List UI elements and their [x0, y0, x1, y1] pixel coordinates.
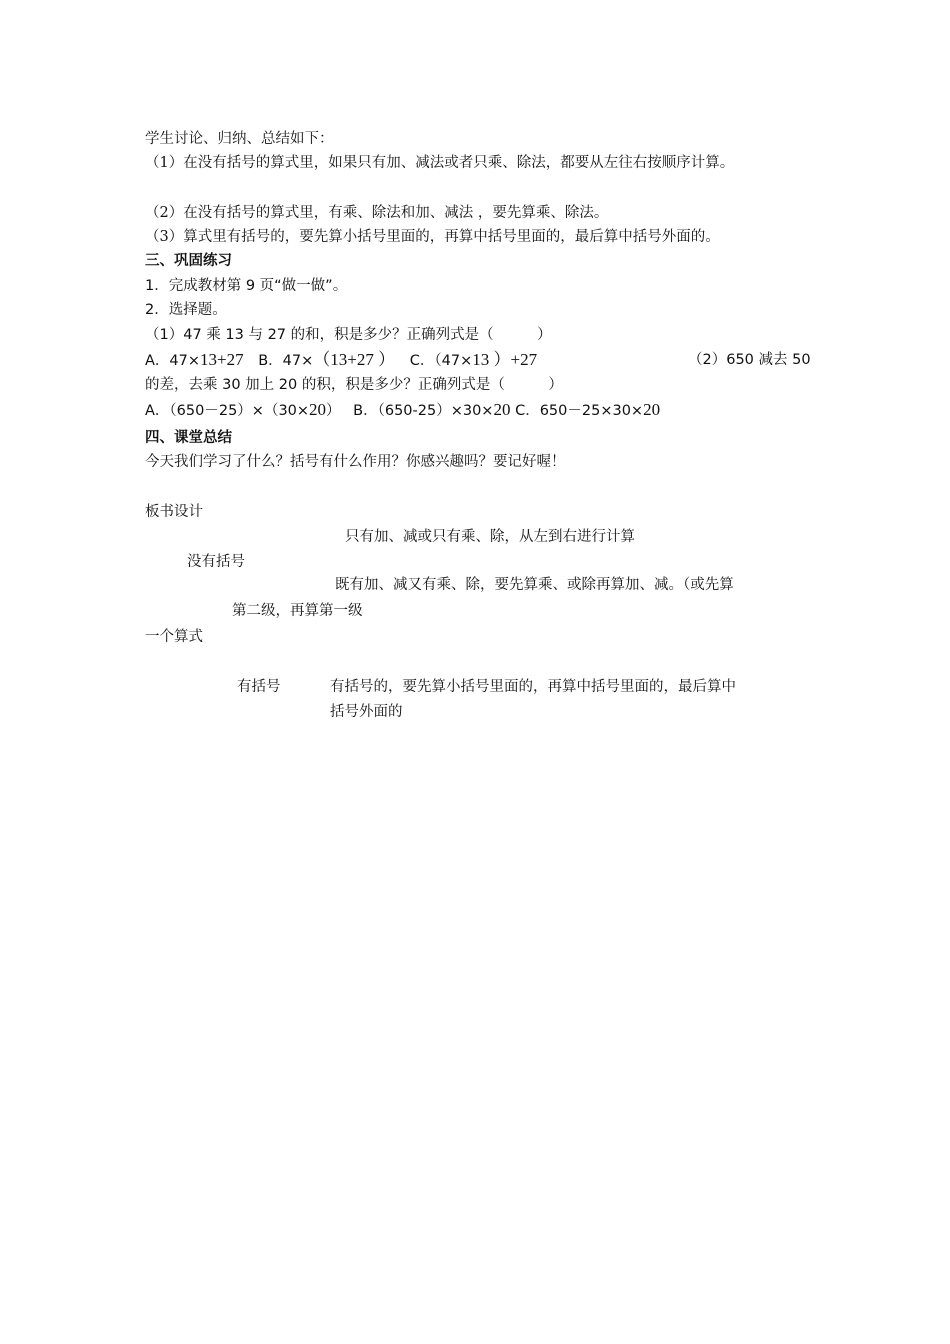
q1-option-b-prefix: B．47× [258, 353, 314, 369]
board-title: 板书设计 [145, 504, 203, 520]
q1-option-a-math: 13+27 [200, 350, 244, 369]
summary-text: 今天我们学习了什么？括号有什么作用？你感兴趣吗？要记好喔！ [145, 454, 566, 470]
question-2-rest: 的差，去乘 30 加上 20 的积，积是多少？正确列式是（ ） [145, 377, 563, 393]
section4-heading: 四、课堂总结 [145, 430, 232, 446]
q1-option-a-prefix: A．47× [145, 353, 201, 369]
q1-option-c-math: 13 ）+27 [472, 350, 538, 369]
rule-1: （1）在没有括号的算式里，如果只有加、减法或者只乘、除法，都要从左往右按顺序计算。 [145, 155, 735, 171]
question-1: （1）47 乘 13 与 27 的和，积是多少？正确列式是（ ） [145, 327, 552, 343]
board-brackets-rule-line-1: 有括号的，要先算小括号里面的，再算中括号里面的，最后算中 [330, 679, 736, 695]
question-1-options [145, 350, 537, 371]
intro-text: 学生讨论、归纳、总结如下： [145, 131, 334, 147]
q2-option-c-math: 20 [643, 400, 661, 419]
q1-option-b-math: （13+27 ） [313, 350, 396, 369]
q2-option-b-math: 20 [493, 400, 511, 419]
board-only-add-sub: 只有加、减或只有乘、除，从左到右进行计算 [345, 529, 635, 545]
board-with-brackets: 有括号 [237, 679, 281, 695]
question-2-options [145, 400, 660, 421]
board-mixed-line-1: 既有加、减又有乘、除，要先算乘、或除再算加、减。（或先算 [335, 577, 734, 593]
board-one-formula: 一个算式 [145, 629, 203, 645]
q2-option-a-math: 20 [309, 400, 327, 419]
board-brackets-rule-line-2: 括号外面的 [330, 704, 403, 720]
board-mixed-line-2: 第二级，再算第一级 [232, 603, 363, 619]
section3-heading: 三、巩固练习 [145, 253, 232, 269]
practice-item-2: 2．选择题。 [145, 302, 227, 318]
question-2-start: （2）650 减去 50 [688, 352, 811, 368]
q2-option-a-text: A．（650－25）×（30× [145, 403, 310, 419]
q2-option-c-text: C．650－25×30× [515, 403, 644, 419]
practice-item-1: 1．完成教材第 9 页“做一做”。 [145, 278, 348, 294]
rule-2: （2）在没有括号的算式里，有乘、除法和加、减法 ，要先算乘、除法。 [145, 205, 609, 221]
q2-option-b-text: B．（650-25）×30× [353, 403, 494, 419]
rule-3: （3）算式里有括号的，要先算小括号里面的，再算中括号里面的，最后算中括号外面的。 [145, 229, 720, 245]
q2-option-a-close: ） [326, 403, 341, 419]
q1-option-c-prefix: C．（47× [409, 353, 473, 369]
board-no-brackets: 没有括号 [187, 554, 245, 570]
